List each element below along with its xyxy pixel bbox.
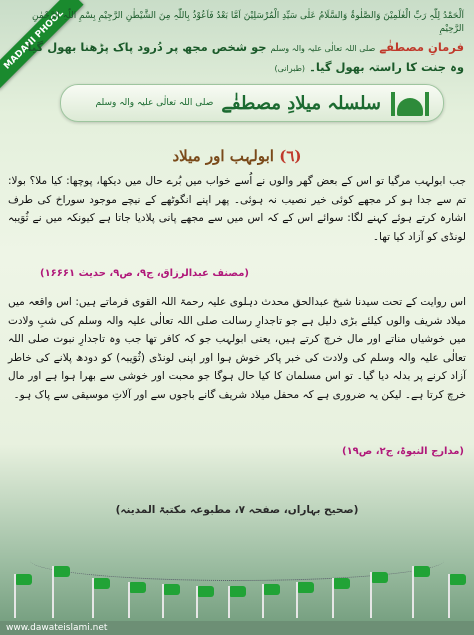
green-flag-icon [412, 566, 414, 618]
farman-ref: (طبرانی) [274, 64, 306, 73]
farman-text: جو شخص مجھ پر دُرود پاک پڑھنا بھول گیا وہ جنت کا راستہ بھول گیا۔ [27, 40, 464, 74]
series-banner [60, 84, 444, 122]
flag-row [0, 556, 474, 618]
corner-ribbon: MADANI PHOOL [0, 0, 83, 89]
green-flag-icon [92, 578, 94, 618]
reference-1: (مصنف عبدالرزاق، ج۹، ص۹، حدیث ۱۶۶۶۱) [40, 268, 249, 279]
sahih-reference: (صحیح بہاراں، صفحہ ۷، مطبوعہ مکتبۃ المدینہ) [115, 504, 359, 516]
green-flag-icon [332, 578, 334, 618]
article-title: ابولہب اور میلاد [172, 147, 274, 165]
farman-lead: فرمانِ مصطفٰے [379, 40, 464, 54]
reference-2: (مدارج النبوۃ، ج۲، ص۱۹) [341, 446, 464, 457]
green-flag-icon [262, 584, 264, 618]
green-dome-icon [391, 90, 429, 116]
green-flag-icon [228, 586, 230, 618]
paragraph-1: جب ابولہب مرگیا تو اس کے بعض گھر والوں نے اُسے خواب میں بُرے حال میں دیکھا، پوچھا: کیا ملا؟ بولا: تم سے جدا ہو کر مجھے کوئی خیر نصیب نہ ہوئی۔ پھر اپنے انگوٹھے کے نیچے موجود سوراخ کی طرف اشارہ کرتے ہوئے کہنے لگا: سوائے اس کے کہ اس میں سے مجھے پانی پلادیا جاتا ہے کیونکہ میں نے ثُوَیبہ لونڈی کو آزاد کیا تھا۔ [8, 175, 466, 243]
series-salawat: صلی اللہ تعالٰی علیہ والہ وسلم [95, 98, 214, 108]
green-flag-icon [128, 582, 130, 618]
article-number: (٦) [279, 147, 302, 165]
green-flag-icon [448, 574, 450, 618]
website-link[interactable]: www.dawateislami.net [6, 623, 108, 633]
green-flag-icon [52, 566, 54, 618]
footer-bar [0, 621, 474, 635]
green-flag-icon [14, 574, 16, 618]
series-title: سلسلہ میلادِ مصطفٰے [221, 92, 381, 114]
farman-salawat: صلی اللہ تعالٰی علیہ والہ وسلم [270, 44, 376, 53]
article-heading [0, 147, 474, 165]
paragraph-2: اس روایت کے تحت سیدنا شیخ عبدالحق محدث دہلوی علیہ رحمۃ اللہ القوی فرماتے ہیں: اس واقعہ میں میلاد شریف والوں کیلئے بڑی دلیل ہے جو تاجدارِ رسالت صلی اللہ تعالٰی علیہ والہ وسلم کی شبِ ولادت میں خوشیاں مناتے اور مال خرچ کرتے ہیں، یعنی ابولہب جو کہ کافر تھا جب وہ تاجدارِ نبوت صلی اللہ تعالٰی علیہ والہ وسلم کی ولادت کی خبر پاکر خوش ہوا اور اپنی لونڈی (ثُوَیبہ) کو دودھ پلانے کی خاطر آزاد کرنے پر بدلہ دیا گیا۔ تو اس مسلمان کا کیا حال ہوگا جو محبت اور خوشی سے بھرا ہوا ہے اور مال خرچ کرتا ہے۔ لیکن یہ ضروری ہے کہ محفل میلاد شریف گانے باجوں سے اور آلاتِ موسیقی سے پاک ہو۔ [8, 296, 466, 401]
green-flag-icon [370, 572, 372, 618]
header [20, 10, 464, 78]
green-flag-icon [162, 584, 164, 618]
opening-dua: اَلْحَمْدُ لِلّٰہِ رَبِّ الْعٰلَمِیْنَ وَالصَّلٰوۃُ وَالسَّلَامُ عَلٰی سَیِّدِ الْمُرْسَلِیْنَ اَمَّا بَعْدُ فَاَعُوْذُ بِاللّٰہِ مِنَ الشَّیْطٰنِ الرَّجِیْمِ بِسْمِ اللّٰہِ الرَّحْمٰنِ الرَّحِیْمِ [32, 11, 464, 34]
green-flag-icon [296, 582, 298, 618]
farman-line [20, 38, 464, 78]
green-flag-icon [196, 586, 198, 618]
